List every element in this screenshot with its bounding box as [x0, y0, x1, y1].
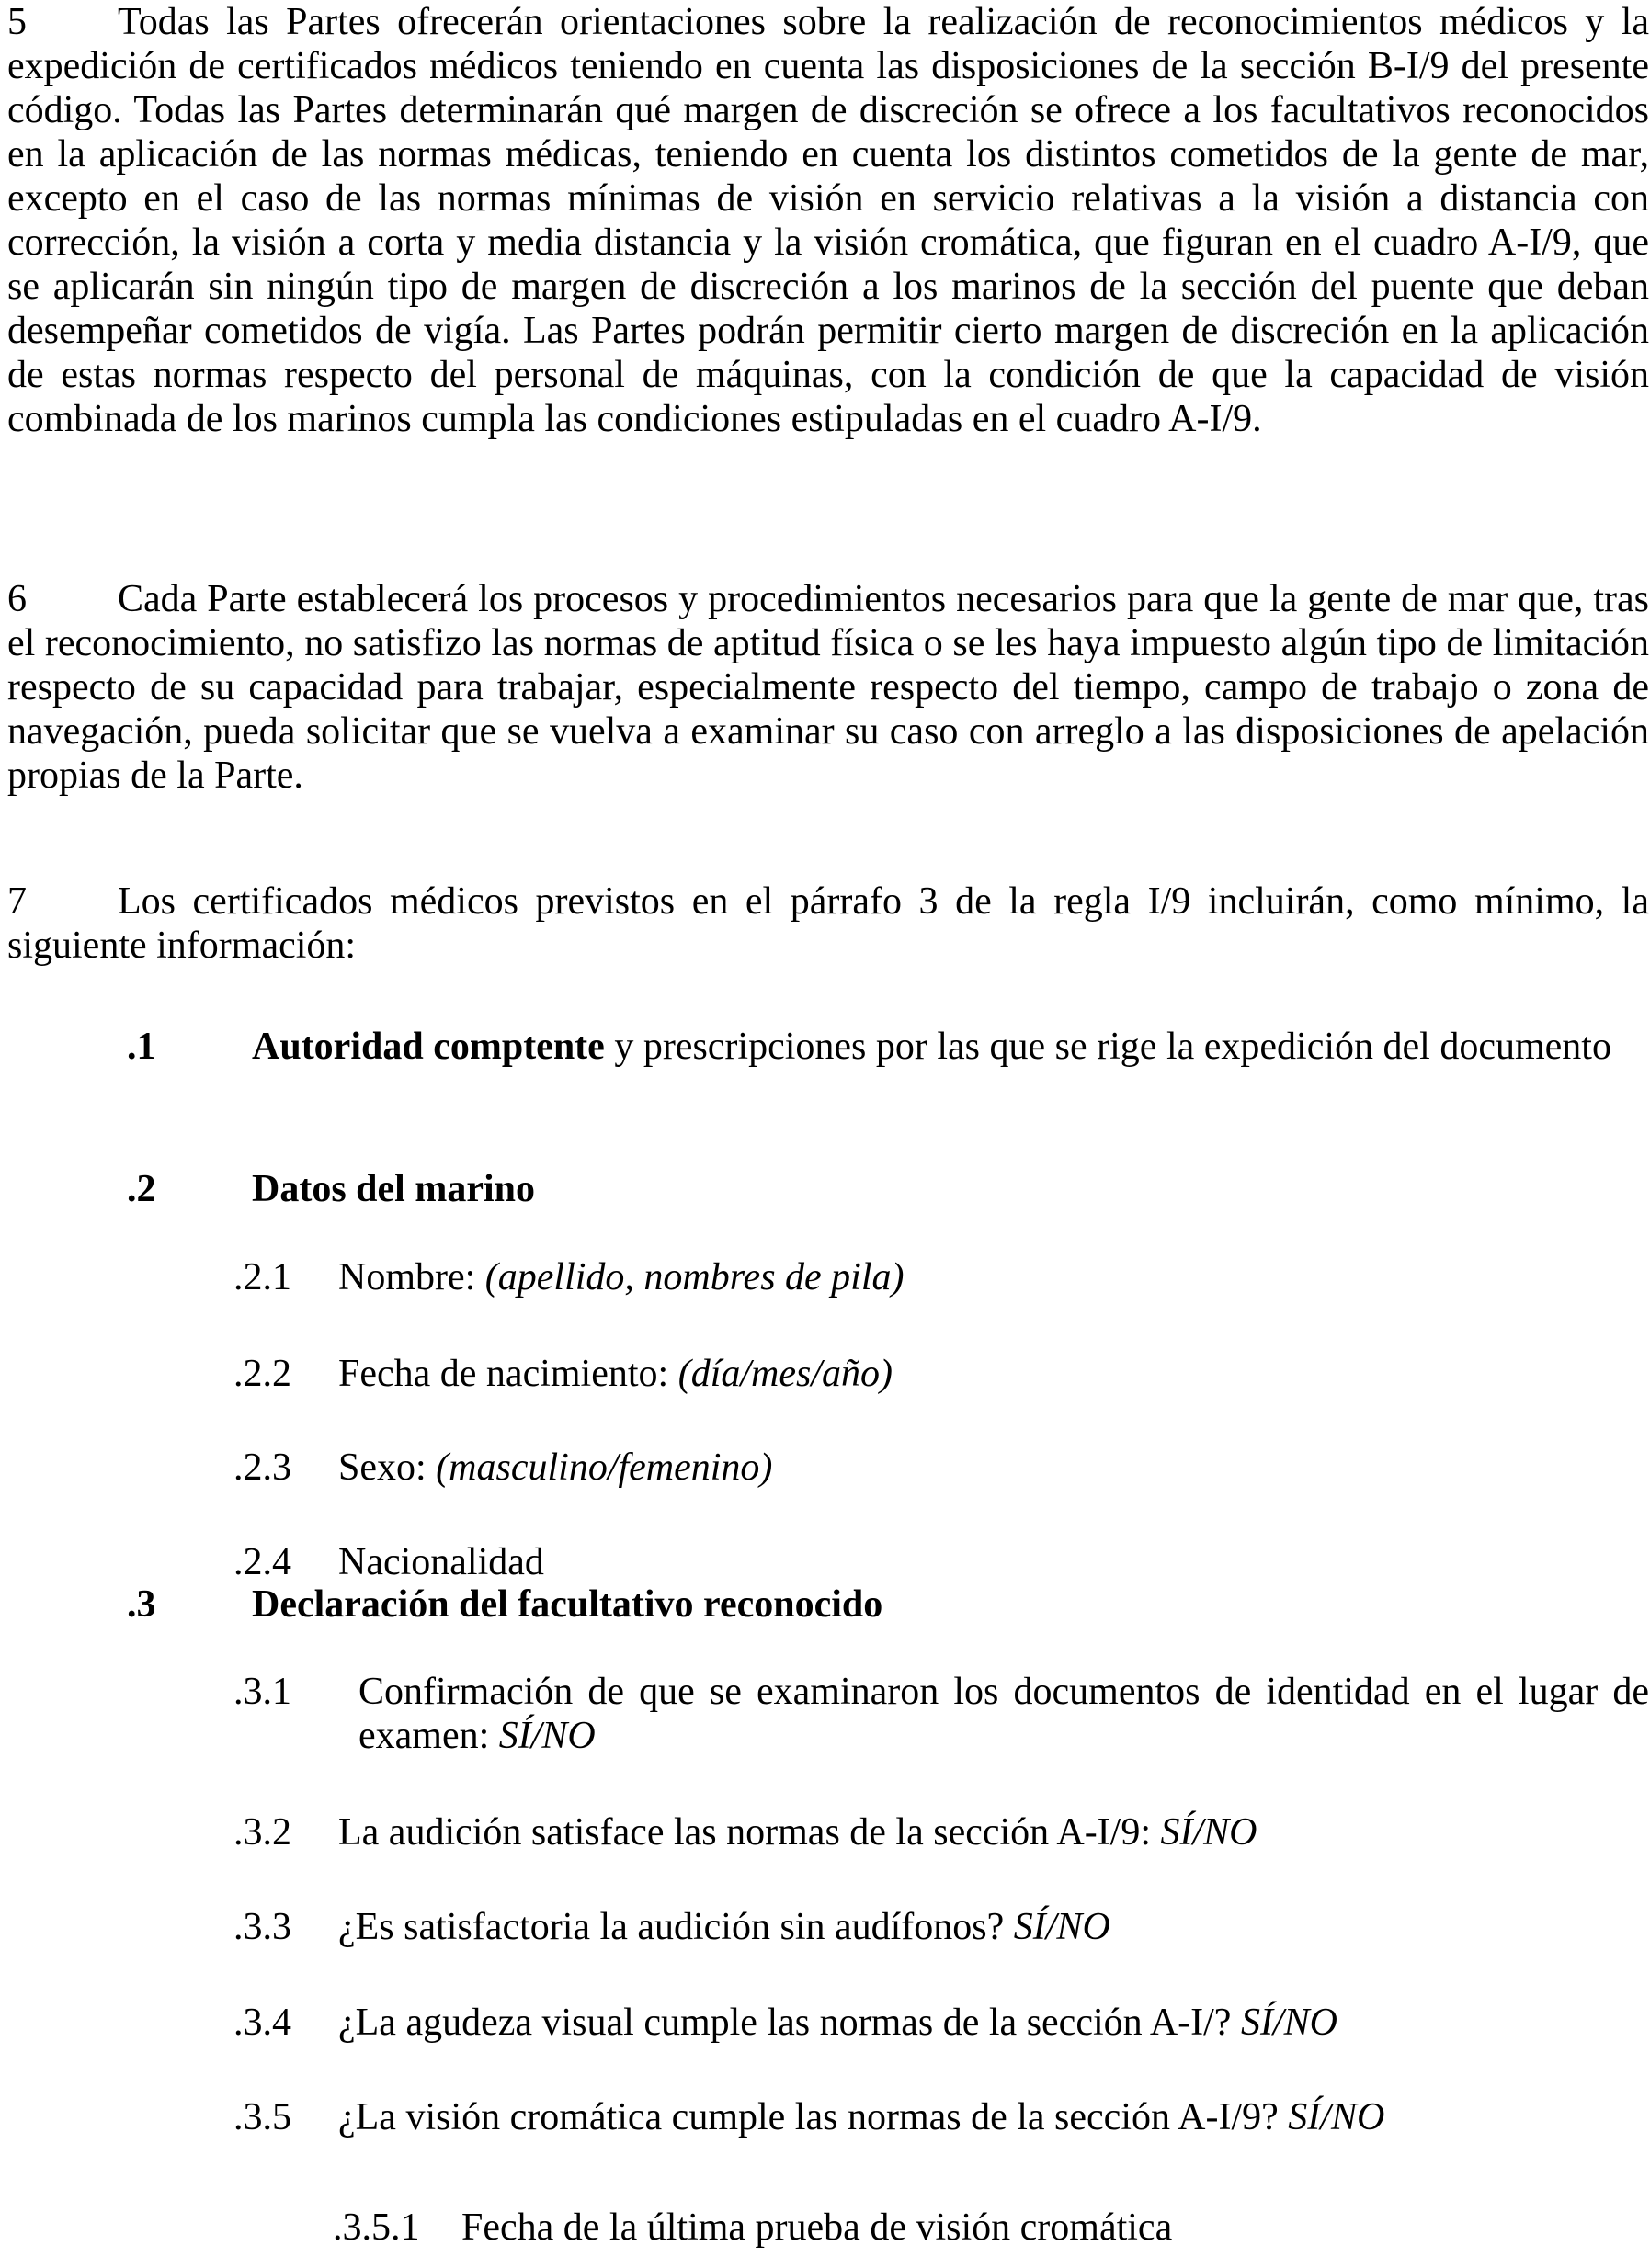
subitem-label: .3.4 — [233, 2002, 291, 2044]
subitem-italic: (masculino/femenino) — [436, 1446, 773, 1489]
paragraph-text: Los certificados médicos previstos en el párrafo 3 de la regla I/9 incluirán, como mínimo, la siguiente información: — [7, 880, 1649, 967]
subitem-label: .2.3 — [233, 1446, 291, 1489]
item-text — [252, 1025, 1648, 1069]
subitem-text — [338, 2001, 1649, 2045]
paragraph-text: Cada Parte establecerá los procesos y procedimientos necesarios para que la gente de mar que, tras el reconocimiento, no satisfizo las normas de aptitud física o se les haya impuesto algún tipo de limitación respecto de su capacidad para trabajar, especialmente respecto del tiempo, campo de trabajo o zona de navegación, pueda solicitar que se vuelva a examinar su caso con arreglo a las disposiciones de apelación propias de la Parte. — [7, 578, 1649, 797]
subitem-text — [338, 1810, 1649, 1854]
subitem-label: .2.2 — [233, 1353, 291, 1395]
paragraph-5 — [7, 0, 1649, 441]
item-heading: Declaración del facultativo reconocido — [252, 1583, 883, 1626]
subitem-plain: ¿La visión cromática cumple las normas de la sección A-I/9? — [338, 2096, 1289, 2138]
item-label: .1 — [127, 1026, 156, 1068]
subitem-italic: SÍ/NO — [1013, 1906, 1110, 1948]
subitem-text — [338, 1255, 1649, 1299]
subitem-plain: ¿Es satisfactoria la audición sin audífonos? — [338, 1906, 1014, 1948]
item-rest-text: y prescripciones por las que se rige la expedición del documento — [604, 1026, 1611, 1068]
subitem-label: .3.1 — [233, 1671, 291, 1713]
subitem-italic: SÍ/NO — [1288, 2096, 1385, 2138]
paragraph-6 — [7, 577, 1649, 798]
paragraph-text: Todas las Partes ofrecerán orientaciones sobre la realización de reconocimientos médicos y la expedición de certificados médicos teniendo en cuenta las disposiciones de la sección B-I/9 del presente código. Todas las Partes determinarán qué margen de discreción se ofrece a los facultativos reconocidos en la aplicación de las normas médicas, teniendo en cuenta los distintos cometidos de la gente de mar, excepto en el caso de las normas mínimas de visión en servicio relativas a la visión a distancia con corrección, la visión a corta y media distancia y la visión cromática, que figuran en el cuadro A-I/9, que se aplicarán sin ningún tipo de margen de discreción a los marinos de la sección del puente que deban desempeñar cometidos de vigía. Las Partes podrán permitir cierto margen de discreción en la aplicación de estas normas respecto del personal de máquinas, con la condición de que la capacidad de visión combinada de los marinos cumpla las condiciones estipuladas en el cuadro A-I/9. — [7, 1, 1649, 440]
paragraph-number: 5 — [7, 1, 27, 43]
subitem-text — [358, 1670, 1649, 1758]
paragraph-number: 6 — [7, 578, 27, 620]
item-label: .3 — [127, 1583, 156, 1626]
subitem-italic: SÍ/NO — [1240, 2002, 1337, 2044]
subitem-plain: Confirmación de que se examinaron los documentos de identidad en el lugar de examen: — [358, 1671, 1649, 1757]
subitem-italic: (día/mes/año) — [677, 1353, 893, 1395]
item-bold-text: Autoridad comptente — [252, 1026, 605, 1068]
subitem-label: .3.5.1 — [333, 2206, 420, 2249]
subitem-label: .2.4 — [233, 1541, 291, 1583]
subitem-text: Fecha de la última prueba de visión cromática — [461, 2206, 1173, 2249]
paragraph-number: 7 — [7, 880, 27, 923]
subitem-plain: Nombre: — [338, 1256, 485, 1298]
subitem-plain: Sexo: — [338, 1446, 437, 1489]
subitem-label: .3.5 — [233, 2096, 291, 2138]
subitem-label: .3.2 — [233, 1811, 291, 1854]
subitem-plain: La audición satisface las normas de la sección A-I/9: — [338, 1811, 1161, 1854]
subitem-plain: ¿La agudeza visual cumple las normas de la sección A-I/? — [338, 2002, 1241, 2044]
item-label: .2 — [127, 1168, 156, 1210]
subitem-plain: Fecha de nacimiento: — [338, 1353, 678, 1395]
subitem-italic: SÍ/NO — [498, 1715, 596, 1757]
subitem-text — [338, 1905, 1649, 1949]
subitem-italic: SÍ/NO — [1160, 1811, 1257, 1854]
subitem-text — [338, 1446, 1649, 1490]
subitem-label: .2.1 — [233, 1256, 291, 1298]
paragraph-7 — [7, 879, 1649, 968]
subitem-text — [338, 1352, 1649, 1396]
subitem-text: Nacionalidad — [338, 1541, 544, 1583]
item-heading: Datos del marino — [252, 1168, 535, 1210]
subitem-italic: (apellido, nombres de pila) — [484, 1256, 905, 1298]
subitem-label: .3.3 — [233, 1906, 291, 1948]
subitem-text — [338, 2095, 1649, 2139]
